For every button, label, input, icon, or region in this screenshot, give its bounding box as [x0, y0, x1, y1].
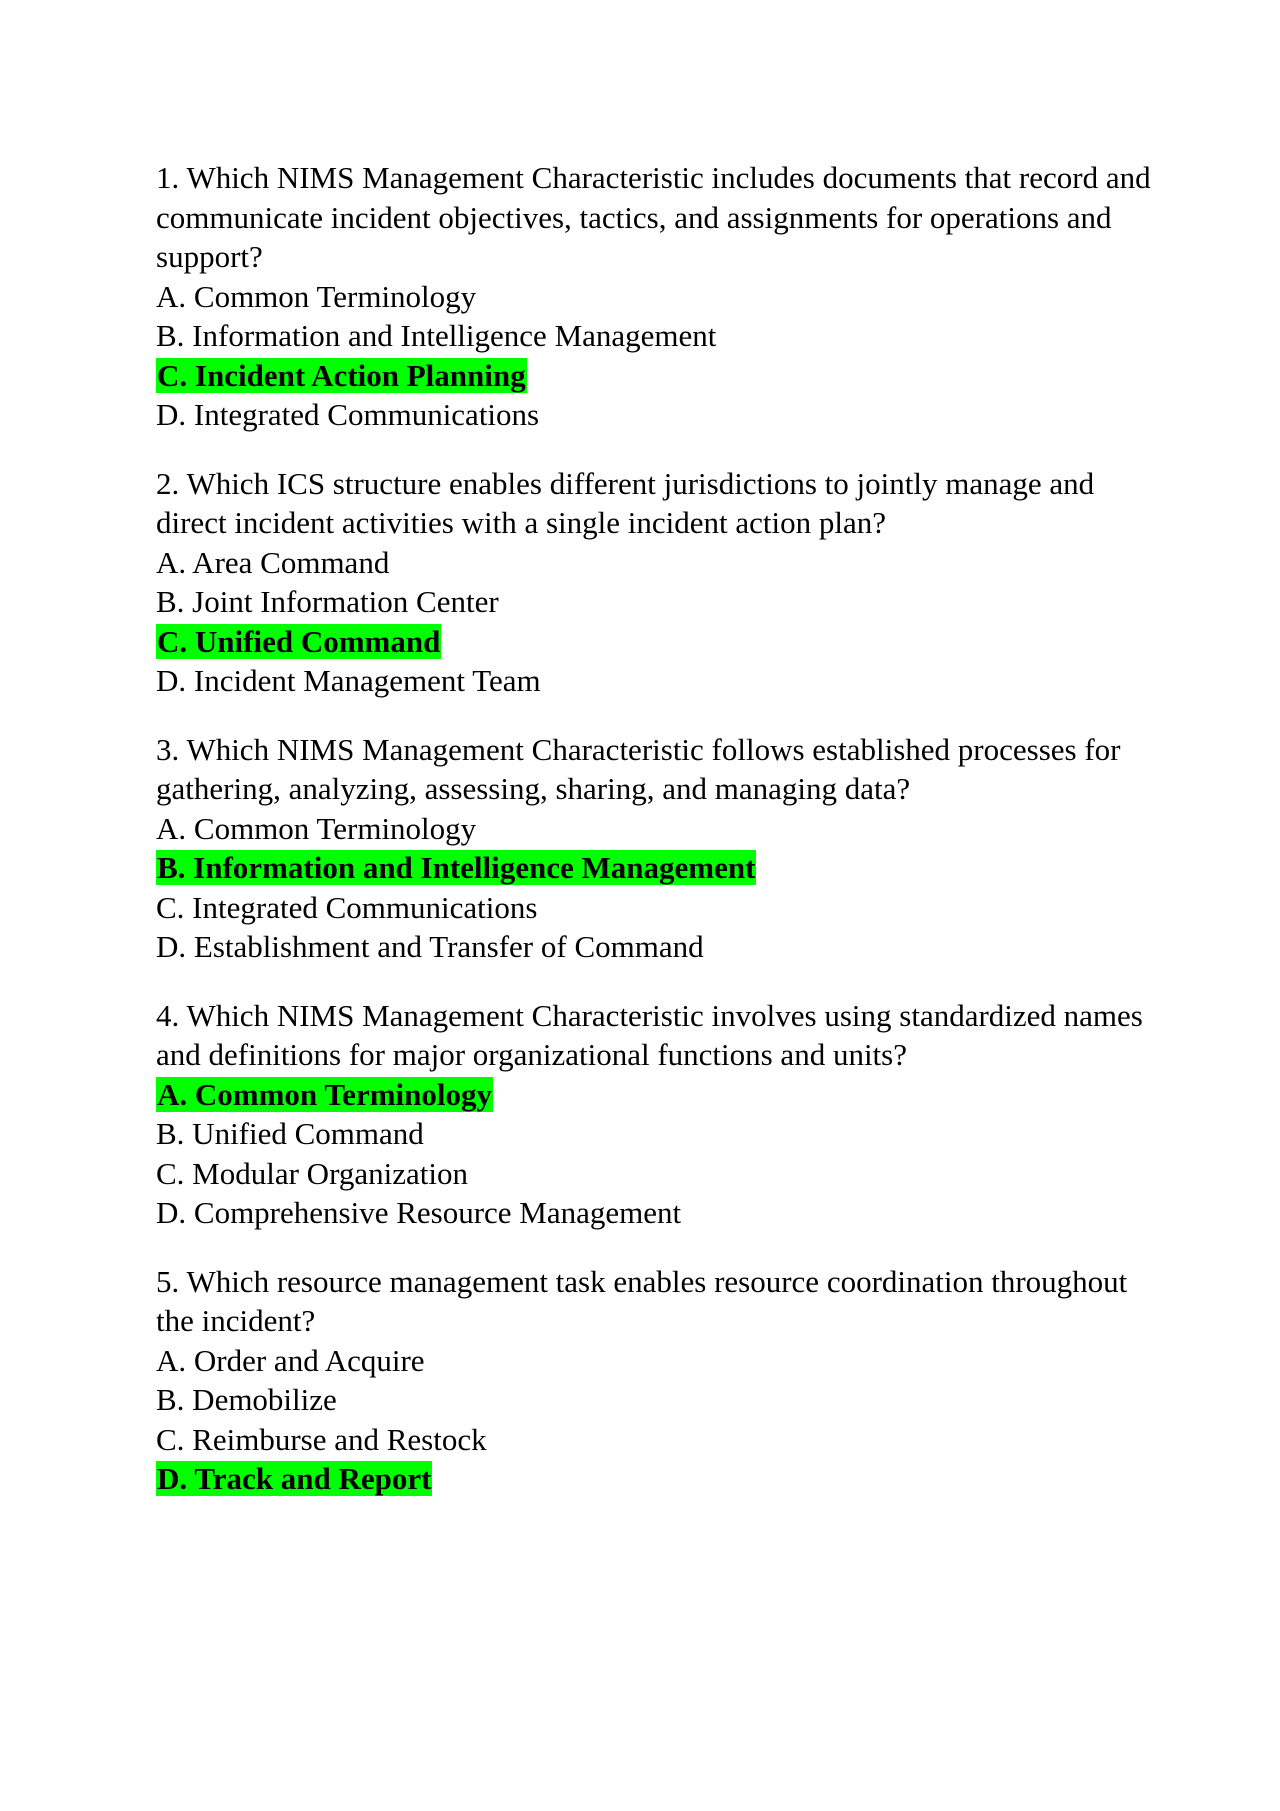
correct-answer-option	[156, 848, 1156, 888]
question-5	[156, 1262, 1156, 1499]
answer-option: D. Establishment and Transfer of Command	[156, 929, 704, 964]
document-page	[156, 158, 1156, 1528]
correct-answer-option	[156, 1075, 1156, 1115]
answer-highlight: D. Track and Report	[157, 1461, 432, 1496]
answer-highlight: C. Incident Action Planning	[157, 357, 526, 393]
question-2	[156, 464, 1156, 701]
answer-option: B. Information and Intelligence Management	[156, 318, 717, 353]
question-1	[156, 158, 1156, 435]
question-3	[156, 730, 1156, 967]
answer-option: A. Area Command	[156, 544, 390, 580]
question-text: 2. Which ICS structure enables different jurisdictions to jointly manage and direct incident activities with a single incident action plan?	[156, 465, 1095, 540]
answer-option: A. Order and Acquire	[156, 1342, 425, 1378]
answer-option: A. Common Terminology	[156, 810, 477, 846]
answer-option: D. Comprehensive Resource Management	[156, 1195, 682, 1230]
answer-option: D. Incident Management Team	[156, 663, 541, 698]
answer-option: C. Modular Organization	[156, 1155, 468, 1191]
answer-option: B. Unified Command	[156, 1116, 424, 1151]
answer-option: C. Integrated Communications	[156, 889, 538, 925]
answer-highlight: B. Information and Intelligence Management	[157, 850, 756, 885]
answer-option: C. Reimburse and Restock	[156, 1421, 487, 1457]
correct-answer-option	[156, 622, 1156, 662]
question-4	[156, 996, 1156, 1233]
question-text: 3. Which NIMS Management Characteristic follows established processes for gathering, analyzing, assessing, sharing, and managing data?	[156, 731, 1121, 806]
answer-option: A. Common Terminology	[156, 278, 477, 314]
question-text: 4. Which NIMS Management Characteristic involves using standardized names and definitions for major organizational functions and units?	[156, 997, 1143, 1072]
question-text: 1. Which NIMS Management Characteristic includes documents that record and communicate incident objectives, tactics, and assignments for operations and support?	[156, 160, 1151, 274]
question-text: 5. Which resource management task enables resource coordination throughout the incident?	[156, 1263, 1128, 1338]
answer-highlight: A. Common Terminology	[157, 1076, 492, 1112]
answer-option: B. Demobilize	[156, 1382, 337, 1417]
correct-answer-option	[156, 356, 1156, 396]
answer-option: D. Integrated Communications	[156, 397, 540, 432]
answer-option: B. Joint Information Center	[156, 584, 499, 619]
correct-answer-option	[156, 1459, 1156, 1499]
answer-highlight: C. Unified Command	[157, 623, 441, 659]
